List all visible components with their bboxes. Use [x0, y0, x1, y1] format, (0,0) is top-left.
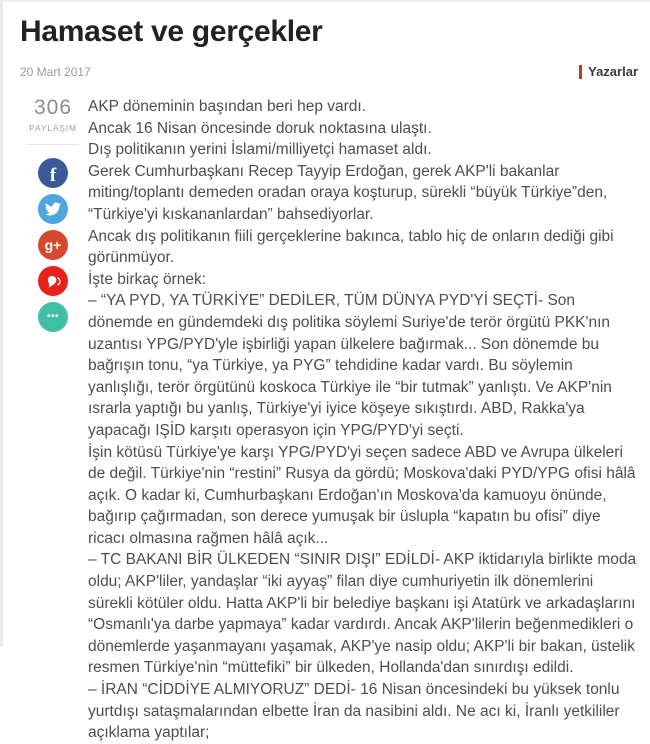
- share-count: 306: [33, 96, 73, 119]
- facebook-share-button[interactable]: [38, 158, 68, 188]
- share-divider: [27, 144, 79, 145]
- article-paragraph: Ancak dış politikanın fiili gerçeklerine bakınca, tablo hiç de onların dediği gibi görünmüyor.: [88, 227, 614, 267]
- more-share-button[interactable]: [38, 302, 68, 332]
- meta-row: [20, 64, 638, 79]
- voice-icon: [45, 273, 62, 290]
- article-paragraph: – “YA PYD, YA TÜRKİYE” DEDİLER, TÜM DÜNYA PYD'Yİ SEÇTİ- Son dönemde en gündemdeki dış politika söylemi Suriye'de terör örgütü PKK'nın uzantısı YPG/PYD'yle işbirliği yapan ülkelere bağırmak... Son dönemde bu bağrışın tonu, “ya Türkiye, ya PYG” tehdidine kadar vardı. Bu söylemin yanlışlığı, terör örgütünü koskoca Türkiye ile “bir tutmak” yanlıştı. Ve AKP'nin ısrarla yaptığı bu yanlış, Türkiye'yi iyice köşeye sıkıştırdı. ABD, Rakka'ya yapacağı IŞİD karşıtı operasyon için YPG/PYD'yi seçti.: [88, 292, 612, 439]
- page-title: Hamaset ve gerçekler: [20, 15, 323, 48]
- share-count-label: PAYLAŞIM: [29, 123, 77, 133]
- article-paragraph: – TC BAKANI BİR ÜLKEDEN “SINIR DIŞI” EDİLDİ- AKP iktidarıyla birlikte moda oldu; AKP'liler, yandaşlar “iki ayyaş” filan diye cumhuriyetin ilk dönemlerini sürekli kötüler oldu. Hatta AKP'li bir belediye başkanı işi Atatürk ve arkadaşlarını “Osmanlı'ya darbe yapmaya” kadar vardırdı. Ancak AKP'lilerin beğenmedikleri o dönemlerde yaşanmayanı yaşamak, AKP'ye nasip oldu; AKP'li bir bakan, üstelik resmen Türkiye'nin “müttefiki” bir ülkeden, Hollanda'dan sınırdışı edildi.: [88, 551, 637, 677]
- article-page: [3, 2, 650, 744]
- more-options-icon: •••: [46, 311, 59, 322]
- google-plus-icon: g+: [44, 237, 62, 253]
- googleplus-share-button[interactable]: [38, 230, 68, 260]
- publish-date: 20 Mart 2017: [20, 64, 91, 79]
- facebook-icon: f: [49, 164, 57, 186]
- article-paragraph: Dış politikanın yerini İslami/milliyetçi hamaset aldı.: [88, 141, 432, 159]
- article-paragraph: İşte birkaç örnek:: [88, 270, 207, 288]
- category-label: Yazarlar: [588, 64, 638, 79]
- article-paragraph: Ancak 16 Nisan öncesinde doruk noktasına ulaştı.: [88, 119, 432, 137]
- category-accent-bar: [579, 65, 582, 79]
- article-paragraph: – İRAN “CİDDİYE ALMIYORUZ” DEDİ- 16 Nisan öncesindeki bu yüksek tonlu yurtdışı sataşmalarından elbette İran da nasibini aldı. Ne acı ki, İranlı yetkililer açıklama yaptılar;: [88, 681, 620, 742]
- twitter-share-button[interactable]: [38, 194, 68, 224]
- article-paragraph: İşin kötüsü Türkiye'ye karşı YPG/PYD'yi seçen sadece ABD ve Avrupa ülkeleri de değil. Türkiye'nin “restini” Rusya da gördü; Moskova'daki PYD/YPG ofisi hâlâ açık. O kadar ki, Cumhurbaşkanı Erdoğan'ın Moskova'da kamuoyu önünde, bağırıp çağırmadan, son derece yumuşak bir üslupla “kapatın bu ofisi” diye ricacı olmasına rağmen hâlâ açık...: [88, 443, 636, 547]
- article-paragraph: Gerek Cumhurbaşkanı Recep Tayyip Erdoğan, gerek AKP'li bakanlar miting/toplantı demeden oradan oraya koşturup, sürekli “büyük Türkiye”den, “Türkiye'yi kıskananlardan” bahsediyorlar.: [88, 162, 608, 223]
- article-paragraph: AKP döneminin başından beri hep vardı.: [88, 98, 367, 115]
- twitter-icon: [45, 201, 61, 217]
- voice-share-button[interactable]: [38, 266, 68, 296]
- category-link-yazarlar[interactable]: [579, 64, 638, 79]
